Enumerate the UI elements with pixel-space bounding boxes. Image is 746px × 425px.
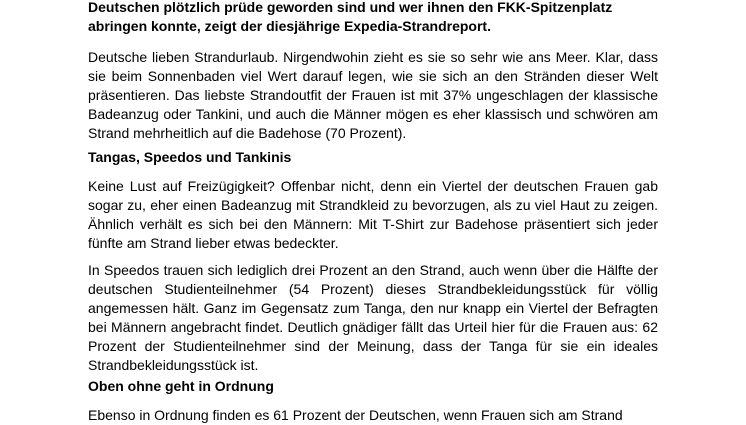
body-paragraph-3: In Speedos trauen sich lediglich drei Prozent an den Strand, auch wenn über die Hälfte der deutschen Studienteilnehmer (54 Prozent) dieses Strandbekleidungsstück für völlig angemessen hält. Ganz im Gegensatz zum Tanga, den nur knapp ein Viertel der Befragten bei Männern angebracht findet. Deutlich gnädiger fällt das Urteil hier für die Frauen aus: 62 Prozent der Studienteilnehmer sind der Meinung, dass der Tanga für sie ein ideales Strandbekleidungsstück ist. xyxy=(88,262,658,373)
body-paragraph-2: Keine Lust auf Freizügigkeit? Offenbar nicht, denn ein Viertel der deutschen Frauen gab sogar zu, eher einen Badeanzug mit Strandkleid zu bevorzugen, als zu viel Haut zu zeigen. Ähnlich verhält es sich bei den Männern: Mit T-Shirt zur Badehose präsentiert sich jeder fünfte am Strand lieber etwas bedeckter. xyxy=(88,178,658,251)
lead-paragraph: Deutschen plötzlich prüde geworden sind und wer ihnen den FKK-Spitzenplatz abringen konnte, zeigt der diesjährige Expedia-Strandreport. xyxy=(88,0,613,34)
section-heading-1: Tangas, Speedos und Tankinis xyxy=(88,149,292,165)
section-heading-2: Oben ohne geht in Ordnung xyxy=(88,378,274,394)
body-paragraph-4: Ebenso in Ordnung finden es 61 Prozent der Deutschen, wenn Frauen sich am Strand xyxy=(88,407,623,423)
body-paragraph-1: Deutsche lieben Strandurlaub. Nirgendwohin zieht es sie so sehr wie ans Meer. Klar, dass sie beim Sonnenbaden viel Wert darauf legen, wie sie sich an den Stränden dieser Welt präsentieren. Das liebste Strandoutfit der Frauen ist mit 37% ungeschlagen der klassische Badeanzug oder Tankini, und auch die Männer mögen es eher klassisch und schwören am Strand mehrheitlich auf die Badehose (70 Prozent). xyxy=(88,49,658,141)
